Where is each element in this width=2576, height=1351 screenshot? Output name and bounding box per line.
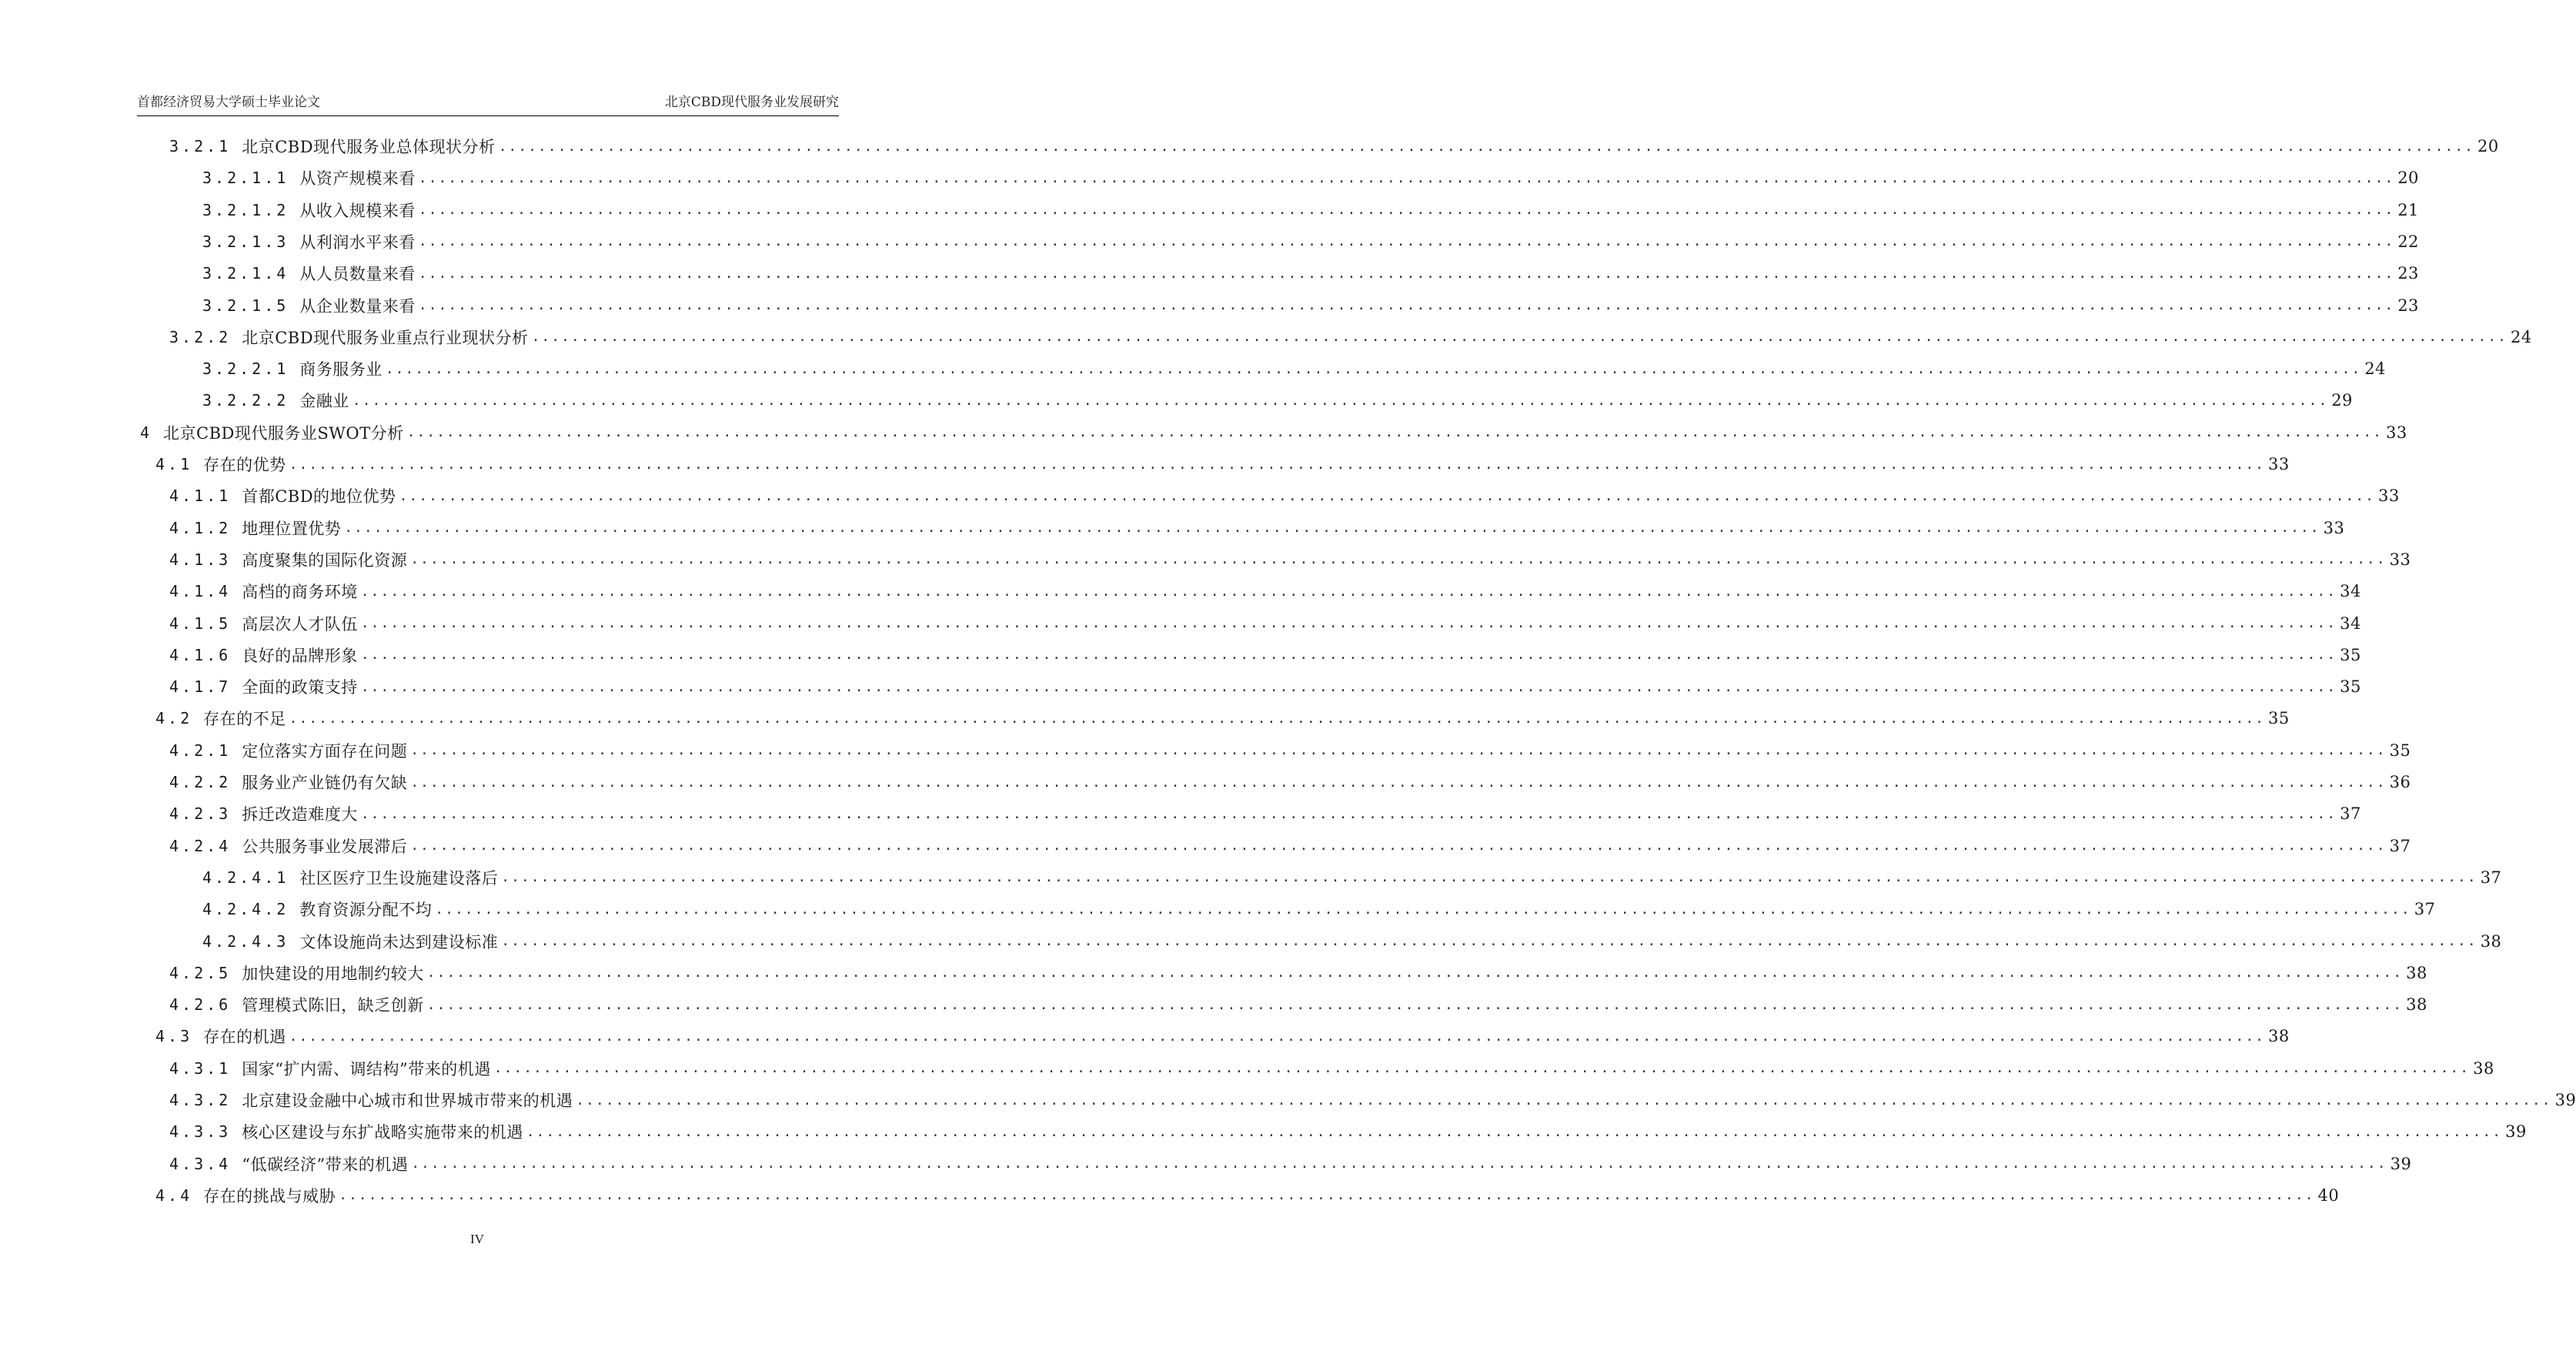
toc-entry-title: 商务服务业	[299, 360, 383, 380]
toc-leader-dots: ........................................................................................................................................................................................................	[498, 138, 2474, 155]
toc-entry-title: 金融业	[299, 392, 349, 411]
toc-leader-dots: ........................................................................................................................................................................................................	[493, 1060, 2471, 1077]
toc-entry[interactable]	[202, 386, 2353, 414]
toc-entry-page: 21	[2397, 200, 2419, 219]
toc-entry-page: 33	[2389, 550, 2411, 569]
toc-entry-title: 存在的不足	[203, 710, 286, 729]
toc-entry-number: 4.2.3	[169, 804, 232, 824]
toc-leader-dots: ........................................................................................................................................................................................................	[418, 202, 2395, 219]
toc-entry-title: 拆迁改造难度大	[242, 805, 358, 824]
toc-entry-title: 社区医疗卫生设施建设落后	[299, 868, 499, 888]
toc-entry-number: 4.1	[155, 455, 193, 473]
toc-entry-page: 38	[2406, 963, 2427, 982]
toc-entry[interactable]	[202, 928, 2502, 955]
toc-entry-page: 39	[2554, 1091, 2576, 1109]
toc-entry-page: 22	[2397, 232, 2419, 251]
toc-entry-page: 35	[2268, 709, 2290, 728]
toc-leader-dots: ........................................................................................................................................................................................................	[339, 1187, 2315, 1204]
toc-leader-dots: ........................................................................................................................................................................................................	[531, 329, 2508, 346]
toc-entry-number: 3.2.1	[169, 137, 232, 155]
toc-entry-page: 34	[2340, 582, 2361, 601]
toc-entry-number: 4.2.2	[169, 773, 232, 791]
toc-leader-dots: ........................................................................................................................................................................................................	[360, 583, 2337, 600]
toc-entry-number: 4.4	[155, 1185, 193, 1205]
toc-leader-dots: ........................................................................................................................................................................................................	[360, 678, 2337, 695]
toc-entry-number: 4.2.4.1	[202, 868, 289, 887]
toc-entry-title: 从企业数量来看	[299, 296, 416, 316]
toc-leader-dots: ........................................................................................................................................................................................................	[360, 615, 2337, 631]
toc-entry-page: 36	[2389, 773, 2411, 791]
toc-entry-title: 核心区建设与东扩战略实施带来的机遇	[242, 1123, 523, 1142]
toc-entry-title: 从资产规模来看	[299, 169, 416, 189]
toc-leader-dots: ........................................................................................................................................................................................................	[418, 297, 2395, 313]
toc-entry[interactable]	[169, 959, 2427, 987]
toc-entry-title: 文体设施尚未达到建设标准	[299, 932, 499, 951]
running-header	[137, 89, 839, 112]
toc-entry-page: 33	[2377, 487, 2400, 506]
toc-entry-page: 38	[2480, 931, 2502, 951]
toc-entry[interactable]	[169, 832, 2411, 860]
toc-entry-number: 3.2.2.2	[202, 391, 289, 410]
toc-entry-page: 33	[2268, 455, 2290, 473]
toc-entry-number: 3.2.1.5	[202, 296, 289, 315]
toc-leader-dots: ........................................................................................................................................................................................................	[426, 965, 2404, 981]
toc-leader-dots: ........................................................................................................................................................................................................	[385, 360, 2362, 377]
toc-entry[interactable]	[202, 895, 2436, 923]
toc-entry[interactable]	[169, 132, 2499, 160]
toc-entry-number: 4.2.1	[169, 741, 232, 760]
toc-entry-title: 公共服务事业发展滞后	[242, 837, 408, 856]
toc-entry-title: 从收入规模来看	[299, 201, 416, 220]
toc-leader-dots: ........................................................................................................................................................................................................	[289, 456, 2266, 473]
toc-entry-number: 4.2.6	[169, 995, 232, 1015]
toc-entry-number: 4.3.1	[169, 1058, 232, 1078]
toc-leader-dots: ........................................................................................................................................................................................................	[344, 520, 2320, 537]
toc-leader-dots: ........................................................................................................................................................................................................	[399, 487, 2375, 504]
header-right-title: 北京CBD现代服务业发展研究	[664, 94, 839, 110]
toc-entry-page: 20	[2397, 169, 2419, 188]
toc-entry-number: 4.3.3	[169, 1122, 232, 1142]
toc-entry[interactable]	[169, 673, 2361, 701]
toc-leader-dots: ........................................................................................................................................................................................................	[411, 1155, 2387, 1172]
toc-entry-title: 良好的品牌形象	[242, 646, 358, 665]
toc-entry-number: 4.1.7	[169, 677, 232, 697]
toc-entry-number: 4	[140, 423, 153, 442]
toc-entry-title: 北京CBD现代服务业SWOT分析	[163, 423, 404, 443]
toc-entry[interactable]	[169, 610, 2361, 637]
toc-entry-number: 4.1.5	[169, 614, 232, 633]
toc-entry-number: 3.2.1.1	[202, 169, 289, 188]
toc-entry-title: 北京CBD现代服务业重点行业现状分析	[242, 328, 529, 347]
toc-entry-page: 39	[2390, 1154, 2412, 1173]
toc-leader-dots: ........................................................................................................................................................................................................	[501, 933, 2477, 949]
toc-entry-title: 地理位置优势	[242, 519, 342, 538]
header-left-title: 首都经济贸易大学硕士毕业论文	[137, 94, 320, 110]
toc-entry-title: 服务业产业链仍有欠缺	[242, 774, 408, 792]
toc-entry[interactable]	[202, 355, 2386, 383]
toc-entry[interactable]	[169, 768, 2411, 796]
page-number: IV	[470, 1232, 484, 1246]
toc-entry[interactable]	[155, 1022, 2290, 1050]
toc-entry[interactable]	[169, 1118, 2527, 1145]
toc-entry[interactable]	[169, 482, 2400, 510]
toc-entry-page: 40	[2317, 1185, 2340, 1205]
toc-entry-number: 3.2.2	[169, 327, 232, 346]
toc-entry-title: 高层次人才队伍	[242, 614, 358, 634]
toc-leader-dots: ........................................................................................................................................................................................................	[418, 169, 2395, 186]
toc-entry-title: 教育资源分配不均	[299, 901, 433, 920]
toc-entry[interactable]	[169, 1055, 2494, 1082]
toc-entry-page: 37	[2389, 836, 2411, 855]
toc-entry-page: 20	[2477, 137, 2499, 155]
toc-entry-title: 高度聚集的国际化资源	[242, 550, 408, 570]
toc-leader-dots: ........................................................................................................................................................................................................	[576, 1092, 2552, 1109]
toc-entry-title: 高档的商务环境	[242, 583, 358, 602]
toc-entry[interactable]	[155, 450, 2290, 478]
toc-entry-number: 4.2.4	[169, 836, 232, 855]
toc-leader-dots: ........................................................................................................................................................................................................	[501, 869, 2477, 886]
toc-leader-dots: ........................................................................................................................................................................................................	[289, 710, 2266, 727]
toc-entry-page: 23	[2397, 264, 2419, 283]
toc-entry-number: 3.2.1.2	[202, 200, 289, 219]
toc-leader-dots: ........................................................................................................................................................................................................	[410, 742, 2387, 759]
toc-entry-number: 4.3	[155, 1027, 193, 1046]
toc-entry-title: 北京建设金融中心城市和世界城市带来的机遇	[242, 1092, 573, 1110]
toc-entry-number: 4.3.4	[169, 1154, 232, 1173]
toc-leader-dots: ........................................................................................................................................................................................................	[418, 233, 2395, 250]
toc-entry[interactable]	[202, 228, 2419, 256]
toc-entry-number: 4.1.4	[169, 582, 232, 601]
header-rule	[137, 115, 839, 116]
toc-entry-number: 4.2.4.3	[202, 931, 289, 951]
toc-entry-page: 34	[2340, 614, 2361, 633]
toc-entry[interactable]	[202, 292, 2419, 319]
toc-entry[interactable]	[155, 1182, 2340, 1209]
toc-entry-number: 4.1.2	[169, 518, 232, 537]
toc-leader-dots: ........................................................................................................................................................................................................	[410, 551, 2387, 568]
toc-entry-title: 全面的政策支持	[242, 678, 358, 697]
toc-leader-dots: ........................................................................................................................................................................................................	[526, 1123, 2503, 1140]
toc-entry[interactable]	[169, 514, 2345, 542]
toc-leader-dots: ........................................................................................................................................................................................................	[360, 647, 2337, 664]
toc-entry-title: 首都CBD的地位优势	[242, 487, 396, 507]
toc-entry-page: 33	[2323, 518, 2345, 537]
toc-entry[interactable]	[169, 323, 2532, 351]
toc-leader-dots: ........................................................................................................................................................................................................	[406, 424, 2383, 441]
toc-entry[interactable]	[169, 577, 2361, 605]
toc-leader-dots: ........................................................................................................................................................................................................	[418, 265, 2395, 282]
toc-entry[interactable]	[155, 704, 2290, 732]
toc-leader-dots: ........................................................................................................................................................................................................	[289, 1028, 2266, 1045]
toc-entry-title: 加快建设的用地制约较大	[242, 964, 424, 983]
toc-leader-dots: ........................................................................................................................................................................................................	[352, 392, 2329, 409]
toc-entry[interactable]	[202, 259, 2419, 287]
toc-entry-page: 24	[2364, 359, 2386, 379]
toc-entry-number: 4.2.4.2	[202, 900, 289, 919]
toc-entry-number: 4.2	[155, 709, 193, 728]
toc-entry-title: 国家“扩内需、调结构”带来的机遇	[242, 1059, 491, 1078]
toc-entry-title: 存在的机遇	[203, 1028, 286, 1047]
toc-entry-title: 从利润水平来看	[299, 232, 416, 252]
toc-entry-page: 33	[2385, 423, 2407, 442]
toc-entry[interactable]	[169, 991, 2427, 1018]
toc-entry[interactable]	[202, 164, 2419, 192]
toc-leader-dots: ........................................................................................................................................................................................................	[410, 774, 2387, 791]
toc-entry-page: 35	[2389, 741, 2411, 760]
toc-entry-page: 37	[2480, 868, 2502, 887]
toc-entry[interactable]	[202, 864, 2502, 891]
toc-leader-dots: ........................................................................................................................................................................................................	[410, 838, 2387, 854]
toc-entry-number: 4.1.1	[169, 487, 232, 506]
toc-entry-number: 4.1.6	[169, 645, 232, 664]
toc-entry[interactable]	[169, 1086, 2576, 1114]
toc-entry[interactable]	[169, 1150, 2412, 1178]
toc-entry[interactable]	[202, 196, 2419, 224]
toc-entry-title: 定位落实方面存在问题	[242, 741, 408, 761]
toc-entry-page: 37	[2414, 900, 2436, 919]
toc-entry-number: 4.2.5	[169, 963, 232, 982]
toc-leader-dots: ........................................................................................................................................................................................................	[435, 901, 2411, 918]
toc-entry-number: 4.3.2	[169, 1091, 232, 1109]
toc-entry-number: 4.1.3	[169, 550, 232, 569]
toc-entry-page: 23	[2397, 296, 2419, 315]
toc-entry-page: 38	[2268, 1027, 2290, 1046]
toc-entry-title: 从人员数量来看	[299, 265, 416, 284]
toc-entry-title: “低碳经济”带来的机遇	[242, 1155, 409, 1174]
toc-entry-page: 24	[2510, 327, 2532, 346]
toc-entry-number: 3.2.1.3	[202, 232, 289, 251]
toc-leader-dots: ........................................................................................................................................................................................................	[360, 805, 2337, 822]
toc-entry-page: 35	[2340, 645, 2361, 664]
toc-entry-page: 37	[2340, 804, 2361, 824]
toc-entry[interactable]	[169, 800, 2361, 828]
toc-entry[interactable]	[169, 737, 2411, 764]
toc-entry-title: 存在的优势	[203, 456, 286, 474]
toc-entry-page: 35	[2340, 677, 2361, 697]
toc-entry-title: 存在的挑战与威胁	[203, 1186, 336, 1206]
toc-entry-page: 29	[2331, 391, 2353, 410]
toc-entry-title: 管理模式陈旧，缺乏创新	[242, 996, 424, 1015]
toc-entry-page: 39	[2505, 1122, 2527, 1142]
toc-entry-number: 3.2.2.1	[202, 359, 289, 379]
toc-entry-number: 3.2.1.4	[202, 264, 289, 283]
toc-entry[interactable]	[169, 546, 2411, 574]
toc-entry-page: 38	[2473, 1058, 2494, 1078]
toc-entry[interactable]	[169, 641, 2361, 669]
toc-entry-page: 38	[2406, 995, 2427, 1015]
toc-entry[interactable]	[140, 419, 2407, 446]
toc-entry-title: 北京CBD现代服务业总体现状分析	[242, 138, 496, 156]
toc-leader-dots: ........................................................................................................................................................................................................	[426, 996, 2404, 1013]
